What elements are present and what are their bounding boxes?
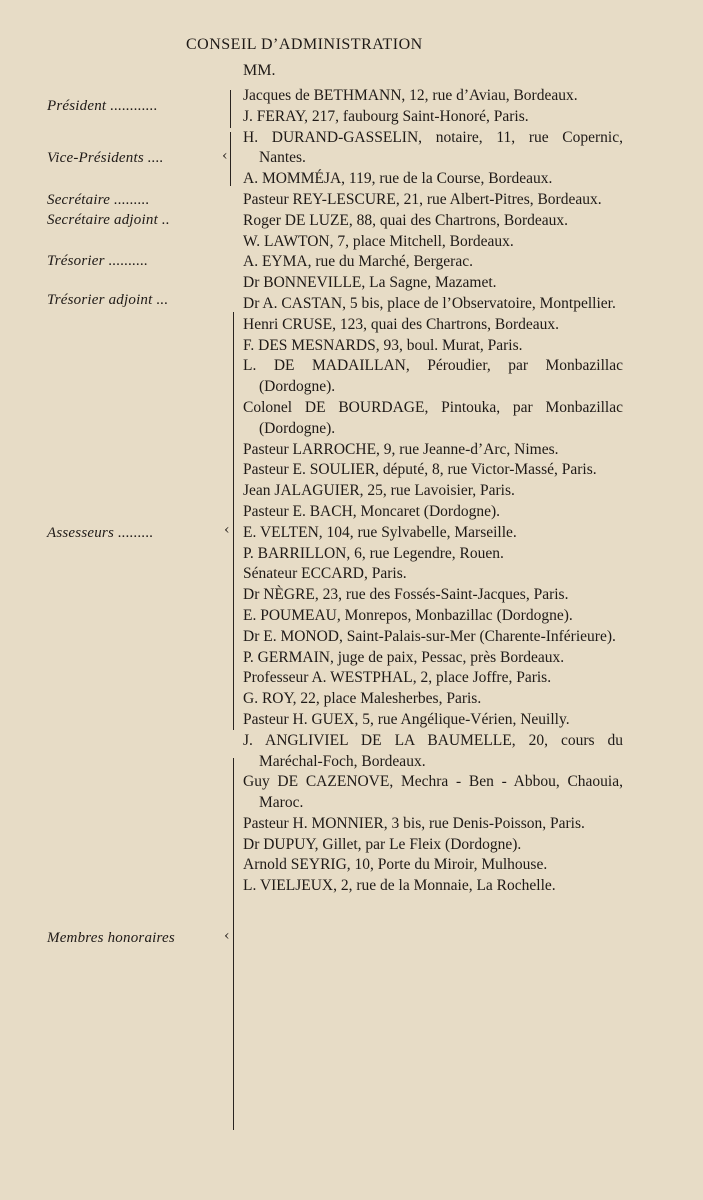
- list-item: Arnold SEYRIG, 10, Porte du Miroir, Mulhouse.: [243, 856, 548, 874]
- list-item: P. BARRILLON, 6, rue Legendre, Rouen.: [243, 544, 504, 562]
- list-item: Pasteur H. GUEX, 5, rue Angélique-Vérien, Neuilly.: [243, 710, 570, 728]
- role-secretaire: Secrétaire .........: [47, 192, 150, 208]
- brace-assesseurs: [233, 312, 234, 730]
- role-tresorier-adjoint: Trésorier adjoint ...: [47, 292, 169, 308]
- list-item: Pasteur H. MONNIER, 3 bis, rue Denis-Poisson, Paris.: [243, 814, 585, 832]
- list-item: Roger DE LUZE, 88, quai des Chartrons, Bordeaux.: [243, 211, 569, 229]
- list-item: Dr E. MONOD, Saint-Palais-sur-Mer (Charente-Inférieure).: [243, 627, 616, 645]
- role-membres-honoraires: Membres honoraires: [47, 930, 175, 946]
- role-vice-presidents: Vice-Présidents ....: [47, 150, 164, 166]
- list-item: Jacques de BETHMANN, 12, rue d’Aviau, Bordeaux.: [243, 87, 578, 104]
- list-item: L. DE MADAILLAN, Péroudier, par Monbazillac (Dordogne).: [243, 357, 623, 396]
- brace-vice-presidents: [230, 132, 231, 186]
- list-item: Pasteur LARROCHE, 9, rue Jeanne-d’Arc, Nimes.: [243, 440, 559, 458]
- list-item: Jean JALAGUIER, 25, rue Lavoisier, Paris.: [243, 482, 515, 500]
- list-item: Professeur A. WESTPHAL, 2, place Joffre, Paris.: [243, 669, 552, 687]
- list-item: F. DES MESNARDS, 93, boul. Murat, Paris.: [243, 336, 523, 354]
- list-item: E. POUMEAU, Monrepos, Monbazillac (Dordogne).: [243, 606, 573, 624]
- list-item: A. EYMA, rue du Marché, Bergerac.: [243, 253, 473, 271]
- list-item: Henri CRUSE, 123, quai des Chartrons, Bordeaux.: [243, 315, 559, 333]
- member-list: [243, 86, 623, 897]
- salutation: MM.: [243, 62, 276, 79]
- role-tresorier: Trésorier ..........: [47, 253, 149, 269]
- list-item: J. ANGLIVIEL DE LA BAUMELLE, 20, cours du Maréchal-Foch, Bordeaux.: [243, 731, 623, 770]
- role-assesseurs: Assesseurs .........: [47, 525, 154, 541]
- list-item: G. ROY, 22, place Malesherbes, Paris.: [243, 690, 482, 708]
- list-item: P. GERMAIN, juge de paix, Pessac, près Bordeaux.: [243, 648, 565, 666]
- list-item: Dr BONNEVILLE, La Sagne, Mazamet.: [243, 274, 497, 292]
- list-item: Dr A. CASTAN, 5 bis, place de l’Observatoire, Montpellier.: [243, 294, 616, 312]
- role-president: Président ............: [47, 98, 158, 114]
- list-item: J. FERAY, 217, faubourg Saint-Honoré, Paris.: [243, 107, 529, 125]
- list-item: Sénateur ECCARD, Paris.: [243, 565, 407, 583]
- brace-membres-honoraires: [233, 758, 234, 1130]
- list-item: Pasteur E. SOULIER, député, 8, rue Victor-Massé, Paris.: [243, 461, 597, 479]
- list-item: Colonel DE BOURDAGE, Pintouka, par Monbazillac (Dordogne).: [243, 398, 623, 437]
- list-item: W. LAWTON, 7, place Mitchell, Bordeaux.: [243, 232, 514, 250]
- document-page: CONSEIL D’ADMINISTRATION MM. Président ............ Vice-Présidents .... Secrétaire ......... Secrétaire adjoint .. Trésorier .......... Trésorier adjoint ... Assesseurs ......... Membres honoraires ‹ ‹ ‹ Jacques de BETHMANN, 12, rue d’Aviau, Bordeaux. J. FERAY, 217, faubourg Saint-Honoré, Paris. H. DURAND-GASSELIN, notaire, 11, rue Copernic, Nantes. A. MOMMÉJA, 119, rue de la Course, Bordeaux. Pasteur REY-LESCURE, 21, rue Albert-Pitres, Bordeaux. Roger DE LUZE, 88, quai des Chartrons, Bordeaux. W. LAWTON, 7, place Mitchell, Bordeaux. A. EYMA, rue du Marché, Bergerac. Dr BONNEVILLE, La Sagne, Mazamet. Dr A. CASTAN, 5 bis, place de l’Observatoire, Montpellier. Henri CRUSE, 123, quai des Chartrons, Bordeaux. F. DES MESNARDS, 93, boul. Murat, Paris. L. DE MADAILLAN, Péroudier, par Monbazillac (Dordogne). Colonel DE BOURDAGE, Pintouka, par Monbazillac (Dordogne). Pasteur LARROCHE, 9, rue Jeanne-d’Arc, Nimes. Pasteur E. SOULIER, député, 8, rue Victor-Massé, Paris. Jean JALAGUIER, 25, rue Lavoisier, Paris. Pasteur E. BACH, Moncaret (Dordogne). E. VELTEN, 104, rue Sylvabelle, Marseille. P. BARRILLON, 6, rue Legendre, Rouen. Sénateur ECCARD, Paris. Dr NÈGRE, 23, rue des Fossés-Saint-Jacques, Paris. E. POUMEAU, Monrepos, Monbazillac (Dordogne). Dr E. MONOD, Saint-Palais-sur-Mer (Charente-Inférieure). P. GERMAIN, juge de paix, Pessac, près Bordeaux. Professeur A. WESTPHAL, 2, place Joffre, Paris. G. ROY, 22, place Malesherbes, Paris. Pasteur H. GUEX, 5, rue Angélique-Vérien, Neuilly. J. ANGLIVIEL DE LA BAUMELLE, 20, cours du Maréchal-Foch, Bordeaux. Guy DE CAZENOVE, Mechra - Ben - Abbou, Chaouia, Maroc. Pasteur H. MONNIER, 3 bis, rue Denis-Poisson, Paris. Dr DUPUY, Gillet, par Le Fleix (Dordogne). Arnold SEYRIG, 10, Porte du Miroir, Mulhouse. L. VIELJEUX, 2, rue de la Monnaie, La Rochelle.: [0, 0, 703, 1200]
- list-item: Dr DUPUY, Gillet, par Le Fleix (Dordogne).: [243, 835, 522, 853]
- list-item: Pasteur REY-LESCURE, 21, rue Albert-Pitres, Bordeaux.: [243, 190, 602, 208]
- list-item: A. MOMMÉJA, 119, rue de la Course, Bordeaux.: [243, 170, 553, 188]
- list-item: Guy DE CAZENOVE, Mechra - Ben - Abbou, Chaouia, Maroc.: [243, 773, 623, 812]
- page-title: CONSEIL D’ADMINISTRATION: [186, 36, 423, 53]
- brace-president: [230, 90, 231, 128]
- list-item: Dr NÈGRE, 23, rue des Fossés-Saint-Jacques, Paris.: [243, 586, 569, 604]
- list-item: H. DURAND-GASSELIN, notaire, 11, rue Copernic, Nantes.: [243, 128, 623, 167]
- role-secretaire-adjoint: Secrétaire adjoint ..: [47, 212, 170, 228]
- list-item: Pasteur E. BACH, Moncaret (Dordogne).: [243, 502, 500, 520]
- list-item: E. VELTEN, 104, rue Sylvabelle, Marseille.: [243, 523, 517, 541]
- list-item: L. VIELJEUX, 2, rue de la Monnaie, La Rochelle.: [243, 877, 556, 895]
